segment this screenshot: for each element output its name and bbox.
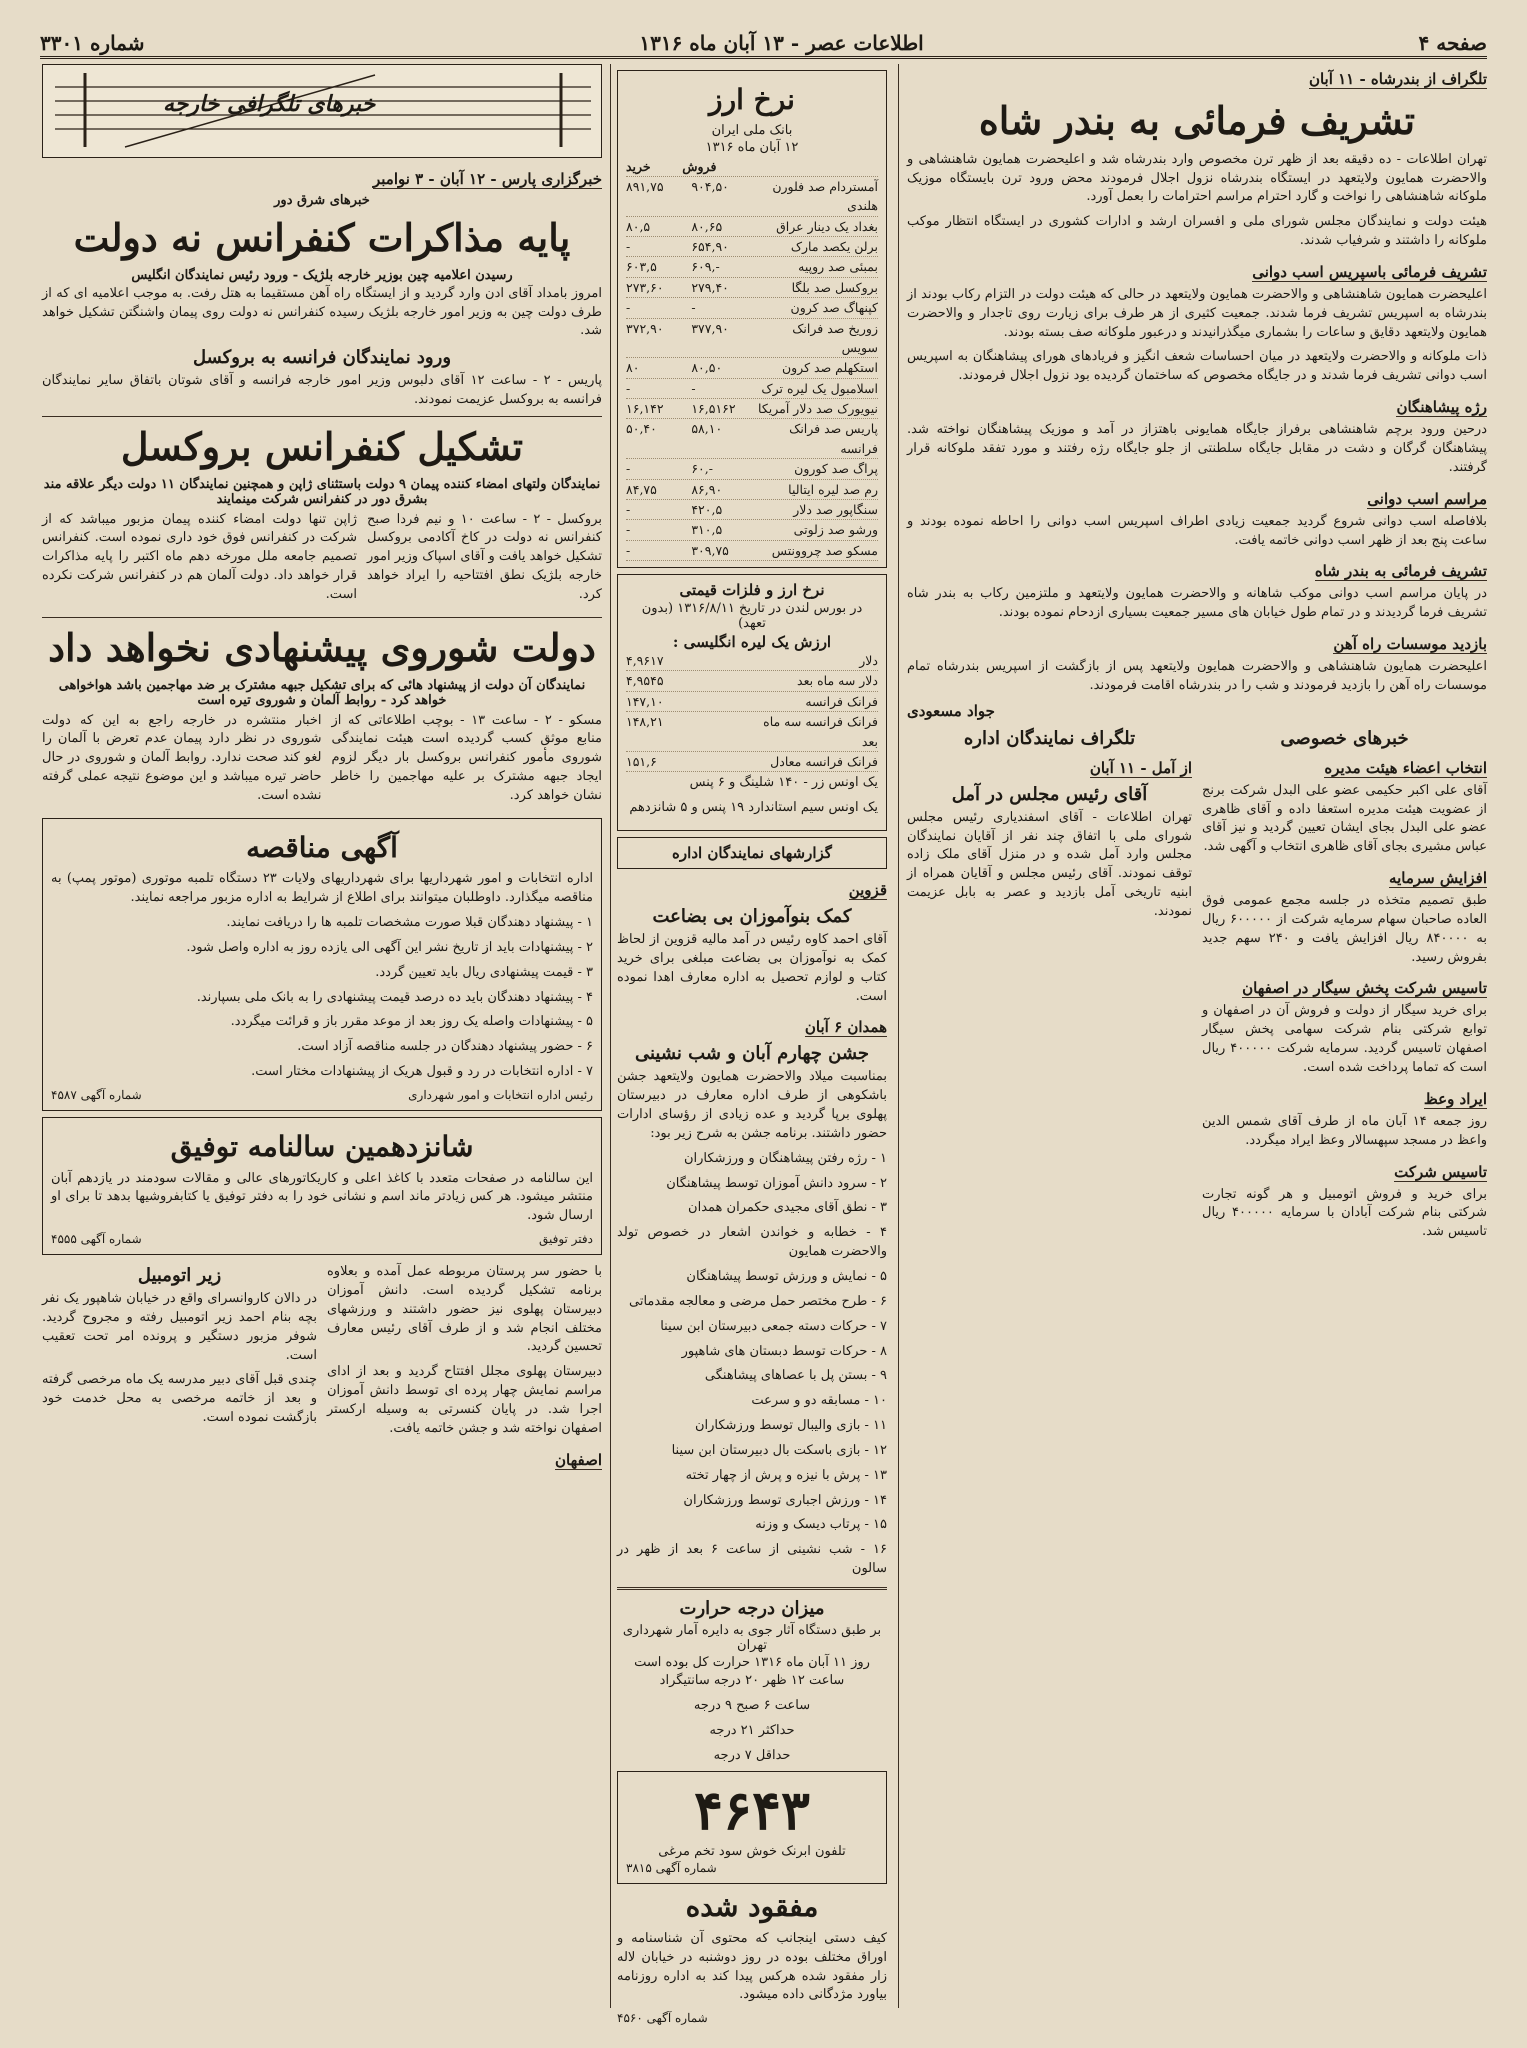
pound-value: ۴,۹۶۱۷ (626, 653, 664, 669)
two-column-text (42, 509, 602, 611)
pound-row (626, 692, 878, 712)
rate-sell: ۲۷۹,۴۰ (691, 279, 729, 295)
rate-buy: - (626, 300, 631, 316)
rate-buy: - (626, 542, 631, 558)
article-text: برای خرید سیگار از دولت و فروش آن در اصفهان و توابع شرکتی بنام شرکت سهامی پخش سیگار اصفهان تاسیس گردید. سرمایه شرکت ۴۰۰۰۰۰ ریال است که تماما پرداخت شده است. (1202, 1003, 1487, 1075)
program-item: ۹ - بستن پل با عصاهای پیشاهنگی (704, 1368, 887, 1384)
sub-heading: آقای رئیس مجلس در آمل (951, 783, 1148, 805)
rate-row (626, 480, 878, 500)
pound-name: دلار سه ماه بعد (797, 673, 878, 689)
program-item: ۴ - خطابه و خواندن اشعار در خصوص تولد والاحضرت همایون (617, 1225, 887, 1260)
pound-name: دلار (859, 653, 878, 669)
dateline: خبرگزاری پارس - ۱۲ آبان - ۳ نوامبر (372, 170, 602, 188)
headline-conference-basis: پایه مذاکرات کنفرانس نه دولت (73, 215, 571, 260)
program-item: ۷ - حرکات دسته جمعی دبیرستان ابن سینا (660, 1318, 887, 1334)
rate-buy: - (626, 501, 631, 517)
rate-buy: - (626, 461, 631, 477)
program-item: ۶ - طرح مختصر حمل مرضی و معالجه مقدماتی (628, 1293, 887, 1309)
rate-row (626, 379, 878, 399)
rate-buy: ۸۹۱,۷۵ (626, 178, 664, 194)
ad-signature: رئیس اداره انتخابات و امور شهرداری (408, 1087, 593, 1102)
section-heading: تشریف فرمائی باسپریس اسب دوانی (1252, 262, 1487, 281)
weather-date: روز ۱۱ آبان ماه ۱۳۱۶ حرارت کل بوده است (634, 1654, 870, 1670)
article-text: چندی قبل آقای دبیر مدرسه یک ماه مرخصی گرفته و بعد از خاتمه مرخصی به محل خدمت خود بازگشت نموده است. (42, 1372, 317, 1426)
lower-two-columns (907, 724, 1487, 1248)
column-rule (898, 64, 899, 2008)
rate-buy: - (626, 380, 631, 396)
rate-name: رم صد لیره ایتالیا (788, 481, 878, 497)
rate-sell: ۹۰۴,۵۰ (691, 178, 729, 194)
kicker: خبرهای شرق دور (274, 193, 370, 208)
section-heading: بازدید موسسات راه آهن (1333, 635, 1487, 654)
program-item: ۱۲ - بازی باسکت بال دبیرستان ابن سینا (671, 1442, 887, 1458)
sub-heading: جشن چهارم آبان و شب نشینی (634, 1043, 870, 1065)
ad-footer (51, 1088, 593, 1102)
reports-box (617, 837, 887, 869)
private-news (1202, 724, 1487, 1248)
divider (617, 1587, 887, 1590)
article-text: طبق تصمیم متخذه در جلسه مجمع عمومی فوق العاده صاحبان سهام سرمایه شرکت از ۶۰۰۰۰۰ ریال به ۸۴۰۰۰۰ ریال افزایش یافت و ۲۴۰ سهم جدید بفروش رسید. (1202, 893, 1487, 965)
article-text: بروکسل - ۲ - ساعت ۱۰ و نیم فردا صبح کنفرانس نه دولت در کاخ آکادمی بروکسل تشکیل خواهد یافت و آقای اسپاک وزیر امور خارجه بلژیک نطق افتتاحیه را ایراد خواهد کرد. (367, 511, 602, 602)
currency-rates-box (617, 70, 887, 568)
rate-buy: ۵۰,۴۰ (626, 421, 657, 437)
article-text: اعلیحضرت همایون شاهنشاهی و والاحضرت همایون ولایتعهد پس از بازگشت از اسپریس بندرشاه تمام موسسات راه آهن را بازدید فرمودند و شب را در بندرشاه اقامت فرمودند. (907, 659, 1487, 693)
pound-title: ارزش یک لیره انگلیسی : (672, 633, 832, 652)
sub-heading: افزایش سرمایه (1389, 869, 1487, 888)
ad-number: شماره آگهی ۴۵۵۵ (51, 1232, 142, 1247)
article-text: اخبار منتشره در خارجه راجع به این که دولت شوروی در نظر دارد پیمان عدم تعرض با آلمان را لغو کند صحت ندارد. روابط آلمان و شوروی در حال حاضر تیره میباشد و این موضوع نتیجه عملی گرفته نشده است. (42, 712, 322, 803)
pound-row (626, 671, 878, 691)
metals-sub: در بورس لندن در تاریخ ۱۳۱۶/۸/۱۱ (بدون تعهد) (641, 601, 863, 632)
dateline: قزوین (848, 881, 887, 900)
gold-text: یک اونس زر - ۱۴۰ شلینگ و ۶ پنس (689, 775, 878, 791)
rate-name: ورشو صد زلوتی (793, 522, 878, 538)
rate-name: کپنهاگ صد کرون (790, 300, 878, 316)
article-text: امروز بامداد آقای ادن وارد گردید و از ایستگاه راه آهن مستقیما به هتل رفت. به موجب اعلامیه ای که از طرف دولت چین به وزیر امور خارجه بلژیک رسیده کنفرانس نه دولت روی پیمان واشنگتن تشکیل خواهد شد. (42, 285, 602, 339)
article-text: مسکو - ۲ - ساعت ۱۳ - بوچب اطلاعاتی که از منابع موثق کسب گردیده است هیئت نمایندگی شوروی مأمور کنفرانس بروکسل بار دیگر لزوم ایجاد جبهه مشترک بر علیه مهاجمین را خاطر نشان خواهد کرد. (331, 712, 602, 803)
rate-sell: ۳۰۹,۷۵ (691, 542, 729, 558)
subheadline: نمایندگان آن دولت از پیشنهاد هائی که برای تشکیل جبهه مشترک بر ضد مهاجمین باشد هواخواهی خواهد کرد - روابط آلمان و شوروی تیره است (58, 677, 586, 708)
phone-ad-box (617, 1771, 887, 1884)
pound-name: فرانک فرانسه (805, 693, 878, 709)
rate-sell: ۸۰,۵۰ (691, 360, 723, 376)
pound-value: ۱۴۷,۱۰ (626, 693, 664, 709)
metals-title: نرخ ارز و فلزات قیمتی (679, 581, 825, 600)
reports-title: گزارشهای نمایندگان اداره (672, 844, 832, 863)
article-text: ژاپن تنها دولت امضاء کننده پیمان مزبور میباشد که از شرکت در کنفرانس فوق خود داری نموده است. کنفرانس تصمیم جامعه ملل مورخه دهم ماه اکتبر را پایه مذاکرات قرار خواهد داد. دولت آلمان هم در کنفرانس شرکت نکرده است. (42, 511, 358, 602)
rate-row (626, 319, 878, 359)
rate-row (626, 298, 878, 318)
article-text: آقای احمد کاوه رئیس در آمد مالیه قزوین از لحاظ کمک به نوآموزان بی بضاعت مبلغی برای خرید کتاب و لوازم تحصیل به اداره معارف اهدا نموده است. (617, 932, 887, 1004)
pound-value: ۱۴۸,۲۱ (626, 714, 664, 730)
sub-heading: ایراد وعظ (1423, 1089, 1487, 1108)
column-middle (617, 64, 887, 2026)
sub-heading: کمک بنوآموزان بی بضاعت (652, 906, 852, 928)
rate-name: نیویورک صد دلار آمریکا (758, 401, 878, 417)
column-rule (610, 64, 611, 2008)
rate-sell: ۶۰۹,- (691, 259, 720, 275)
sell-label: فروش (682, 158, 717, 174)
headline-royal-visit: تشریف فرمائی به بندر شاه (978, 98, 1416, 143)
article-text: تهران اطلاعات - آقای اسفندیاری رئیس مجلس شورای ملی با اتفاق چند نفر از آقایان نمایندگان مجلس وارد آمل شده و در منزل آقای ملک زاده توقف نمودند. آقای رئیس مجلس و آقایان همراه از ابنیه تاریخی آمل بازدید و عصر به بابل عزیمت نمودند. (907, 809, 1192, 919)
temperature-row: حداقل ۷ درجه (713, 1747, 791, 1763)
section-heading: رژه پیشاهنگان (1396, 398, 1487, 417)
rate-name: مسکو صد چروونتس (771, 542, 878, 558)
rates-date: ۱۲ آبان ماه ۱۳۱۶ (705, 139, 799, 155)
article-text: بلافاصله اسب دوانی شروع گردید جمعیت زیادی اطراف اسپریس اسب دوانی را احاطه نموده بودند و ساعت پنج بعد از ظهر اسب دوانی خاتمه یافت. (907, 513, 1487, 548)
article-text: روز جمعه ۱۴ آبان ماه از طرف آقای شمس الدین واعظ در مسجد سپهسالار وعظ ایراد میگردد. (1202, 1113, 1487, 1148)
section-heading: تشریف فرمائی به بندر شاه (1314, 562, 1487, 581)
issue-number: شماره ۳۳۰۱ (40, 31, 145, 55)
article-text: بمناسبت میلاد والاحضرت همایون ولایتعهد جشن باشکوهی از طرف اداره معارف در دبیرستان پهلوی برپا گردید و عده زیادی از رؤسای ادارات حضور داشتند. برنامه جشن به شرح زیر بود: (617, 1069, 887, 1141)
article-text: تهران اطلاعات - ده دقیقه بعد از ظهر ترن مخصوص وارد بندرشاه شد و اعلیحضرت همایون شاهنشاهی و والاحضرت همایون ولایتعهد در ایستگاه بندرشاه نزول اجلال فرمودند محض ورود ترن بایستگاه موزیک ملوکانه شاهنشاهی را نواخت و گارد احترام مراسم احترامات را بعمل آورد. (907, 151, 1487, 205)
rate-sell: ۳۱۰,۵ (691, 522, 723, 538)
foreign-news-banner (42, 64, 602, 158)
temperature-row: ساعت ۶ صبح ۹ درجه (693, 1697, 811, 1713)
divider (42, 617, 602, 618)
article-text: برای خرید و فروش اتومبیل و هر گونه تجارت شرکتی بنام شرکت آبادان با سرمایه ۴۰۰۰۰۰ ریال تاسیس شد. (1202, 1186, 1487, 1240)
article-text: در پایان مراسم اسب دوانی موکب شاهانه و والاحضرت همایون ولایتعهد و ملتزمین رکاب به بندر شاه تشریف فرما گردیدند و در تمام طول خیابان های مسیر جمعیت بسیاری ازدحام نموده بودند. (907, 586, 1487, 621)
rate-row (626, 278, 878, 298)
conditions-list (51, 914, 593, 1082)
program-item: ۱۰ - مسابقه دو و سرعت (751, 1393, 887, 1409)
article-text: در دالان کاروانسرای واقع در خیابان شاهپور یک نفر بچه بنام احمد زیر اتومبیل رفته و مجروح گردید. شوفر مزبور دستگیر و پرونده امر تحت تعقیب است. (42, 1291, 317, 1363)
article-text: دبیرستان پهلوی مجلل افتتاح گردید و بعد از ادای مراسم نمایش چهار پرده ای توسط دانش آموزان اجرا شد. در پایان کنسرتی به وسیله ارکستر اصفهان نواخته شد و جشن خاتمه یافت. (327, 1364, 602, 1436)
rate-row (626, 500, 878, 520)
rate-name: آمستردام صد فلورن هلندی (772, 178, 878, 214)
silver-text: یک اونس سیم استاندارد ۱۹ پنس و ۵ شانزدهم (629, 800, 878, 816)
rate-name: برلن یکصد مارک (790, 239, 878, 255)
temperature-row: ساعت ۱۲ ظهر ۲۰ درجه سانتیگراد (659, 1672, 845, 1688)
ad-number: شماره آگهی ۴۵۸۷ (51, 1087, 142, 1102)
program-item: ۳ - نطق آقای مجیدی حکمران همدان (688, 1200, 887, 1216)
rate-buy: ۸۴,۷۵ (626, 481, 657, 497)
sub-heading: میزان درجه حرارت (679, 1597, 825, 1619)
condition-item: ۴ - پیشنهاد دهندگان باید ده درصد قیمت پیشنهادی را به بانک ملی بسپارند. (196, 989, 593, 1005)
rate-row (626, 257, 878, 277)
column-left (42, 64, 602, 2008)
signature: جواد مسعودی (907, 701, 995, 720)
rate-sell: ۳۷۷,۹۰ (691, 320, 729, 336)
article-text: اعلیحضرت همایون شاهنشاهی و والاحضرت همایون ولایتعهد در حالی که هیئت دولت در التزام رکاب بودند از بندرشاه به اسپریس تشریف فرما شدند. جمعیت کثیری از هر طرف برای زیارت روی تاجدار و والاحضرت همایون ولایتعهد دقایق و ساعات را بشماری میگذرانیدند و درعبور ملوکانه صف بسته بودند. (907, 286, 1487, 340)
condition-item: ۶ - حضور پیشنهاد دهندگان در جلسه مناقصه آزاد است. (297, 1039, 593, 1055)
program-item: ۲ - سرود دانش آموزان توسط پیشاهنگان (666, 1175, 887, 1191)
rate-name: اسلامبول یک لیره ترک (761, 380, 878, 396)
article-text: پاریس - ۲ - ساعت ۱۲ آقای دلبوس وزیر امور خارجه فرانسه و آقای شوتان باتفاق سایر نمایندگان فرانسه به بروکسل عزیمت نمودند. (42, 373, 602, 408)
pound-value: ۱۵۱,۶ (626, 753, 657, 769)
subheadline: نمایندگان ولتهای امضاء کننده پیمان ۹ دولت باستثنای ژاپن و همچنین نمایندگان ۱۱ دولت دیگر علاقه مند بشرق دور در کنفرانس شرکت مینمایند (43, 476, 601, 507)
bank-name: بانک ملی ایران (711, 122, 793, 138)
article-text: هیئت دولت و نمایندگان مجلس شورای ملی و افسران ارشد و ادارات کشوری در ایستگاه انتظار موکب ملوکانه را داشتند و شرفیاب شدند. (907, 214, 1487, 249)
article-text: اداره انتخابات و امور شهرداریها برای شهرداریهای ولایات ۲۳ دستگاه تلمبه موتوری (موتور پمپ) به مناقصه میگذارد. داوطلبان میتوانند برای اطلاع از شرایط به اداره مزبور مراجعه نمایند. (51, 871, 593, 906)
rate-row (626, 520, 878, 540)
article-text: درحین ورود برچم شاهنشاهی برفراز جایگاه همایونی باهتزاز در آمد و موزیک پیشاهنگان نواخته شد. پیشاهنگان گرگان و دشت در مقابل جایگاه سلطنتی از جلو جایگاه رژه رفتند و مورد تفقد ملوکانه قرار گرفتند. (907, 422, 1487, 475)
rates-list (626, 177, 878, 561)
program-item: ۱۴ - ورزش اجباری توسط ورزشکاران (683, 1492, 887, 1508)
rate-row (626, 358, 878, 378)
program-item: ۱۱ - بازی والیبال توسط ورزشکاران (694, 1418, 887, 1434)
rate-sell: - (691, 300, 696, 316)
pound-name: فرانک فرانسه سه ماه بعد (763, 714, 878, 749)
article-text: آقای علی اکبر حکیمی عضو علی البدل شرکت برنج از عضویت هیئت مدیره استعفا داده و آقای ظاهری عضو علی البدل بجای ایشان تعیین گردید و نیز آقای عباس مشیری بجای آقای ظاهری انتخاب و آگهی شد. (1202, 782, 1487, 855)
two-column-text (42, 1261, 602, 1472)
rate-sell: ۶۰,- (691, 461, 713, 477)
rate-row (626, 459, 878, 479)
rates-title: نرخ ارز (709, 83, 795, 116)
program-item: ۸ - حرکات توسط دبستان های شاهپور (681, 1343, 887, 1359)
headline-soviet: دولت شوروی پیشنهادی نخواهد داد (48, 624, 596, 670)
dateline: تلگراف از بندرشاه - ۱۱ آبان (1308, 70, 1487, 88)
rate-buy: ۶۰۳,۵ (626, 259, 657, 275)
rate-buy: - (626, 522, 631, 538)
buy-label: خرید (626, 158, 651, 174)
program-item: ۱۵ - پرتاب دیسک و وزنه (755, 1517, 887, 1533)
program-item: ۱۶ - شب نشینی از ساعت ۶ بعد از ظهر در سالون (617, 1542, 887, 1577)
article-text: ذات ملوکانه و والاحضرت ولایتعهد در میان احساسات شعف انگیز و فریادهای هورای پیشاهنگان به اسپریس اسب دوانی تشریف فرما شدند و در جایگاه مخصوص که ساختمان گردیده بود نزول اجلال فرمودند. (907, 349, 1487, 384)
article-text: کیف دستی اینجانب که محتوی آن شناسنامه و اوراق مختلف بوده در روز دوشنبه در خیابان لاله زار مفقود شده هرکس پیدا کند به اداره روزنامه بیاورد مژدگانی داده میشود. (617, 1930, 887, 2003)
rate-sell: ۶۵۴,۹۰ (691, 239, 729, 255)
pound-name: فرانک فرانسه معادل (770, 753, 878, 769)
lost-heading: مفقود شده (685, 1890, 819, 1924)
rate-buy: ۸۰,۵ (626, 218, 651, 234)
rate-row (626, 217, 878, 237)
rate-name: استکهلم صد کرون (781, 360, 878, 376)
almanac-heading: شانزدهمین سالنامه توفیق (170, 1129, 474, 1163)
banner-label: خبرهای تلگرافی خارجه (163, 91, 376, 117)
rate-name: بمبئی صد روپیه (798, 259, 878, 275)
rate-name: پراگ صد کورون (794, 461, 878, 477)
condition-item: ۵ - پیشنهادات واصله یک روز بعد از موعد مقرر باز و قرائت میگردد. (230, 1014, 593, 1030)
temp-list (617, 1672, 887, 1765)
page-label: صفحه ۴ (1418, 31, 1487, 55)
sub-heading: تاسیس شرکت (1394, 1162, 1487, 1181)
condition-item: ۳ - قیمت پیشنهادی ریال باید تعیین گردد. (375, 964, 593, 980)
text-block (327, 1261, 602, 1472)
weather-source: بر طبق دستگاه آثار جوی به دایره آمار شهرداری تهران (622, 1622, 882, 1653)
rate-buy: ۸۰ (626, 360, 640, 376)
pound-value: ۴,۹۵۴۵ (626, 673, 664, 689)
subheadline: رسیدن اعلامیه چین بوزیر خارجه بلژیک - ورود رئیس نمایندگان انگلیس (131, 267, 513, 283)
pound-row (626, 651, 878, 671)
program-item: ۱۳ - پرش با نیزه و پرش از چهار تخته (685, 1467, 887, 1483)
rate-name: پاریس صد فرانک فرانسه (789, 421, 878, 456)
rate-buy: - (626, 239, 631, 255)
rate-name: بغداد یک دینار عراق (776, 218, 878, 234)
sub-heading: ورود نمایندگان فرانسه به بروکسل (192, 347, 452, 369)
dateline: همدان ۶ آبان (804, 1018, 887, 1037)
program-item: ۱ - رژه رفتن پیشاهنگان و ورزشکاران (684, 1150, 887, 1166)
phone-number: ۴۶۴۳ (693, 1778, 810, 1843)
text-block (42, 1261, 317, 1472)
sub-heading: تاسیس شرکت پخش سیگار در اصفهان (1242, 979, 1487, 998)
rate-name: سنگاپور صد دلار (793, 501, 878, 517)
headline-brussels-conference: تشکیل کنفرانس بروکسل (120, 423, 524, 469)
phone-text: تلفون ابرنک خوش سود تخم مرغی (658, 1844, 846, 1860)
column-right (907, 64, 1487, 2008)
divider (42, 416, 602, 417)
ad-number: شماره آگهی ۳۸۱۵ (626, 1861, 717, 1876)
pound-list (626, 651, 878, 772)
almanac-ad-box (42, 1117, 602, 1255)
rate-row (626, 399, 878, 419)
section-heading: تلگراف نمایندگان اداره (963, 727, 1136, 749)
rate-name: زوریخ صد فرانک سویس (792, 320, 878, 355)
rate-row (626, 177, 878, 217)
rate-sell: - (691, 380, 696, 396)
condition-item: ۱ - پیشنهاد دهندگان قبلا صورت مشخصات تلمبه ها را دریافت نمایند. (226, 915, 593, 930)
sub-heading: زیر اتومبیل (137, 1265, 222, 1287)
dateline: اصفهان (555, 1450, 602, 1469)
pound-row (626, 712, 878, 752)
rate-buy: ۳۷۲,۹۰ (626, 320, 664, 336)
ad-signature: دفتر توفیق (538, 1232, 593, 1247)
rate-buy: ۱۶,۱۴۲ (626, 401, 664, 417)
london-exchange-box (617, 574, 887, 831)
rate-buy: ۲۷۳,۶۰ (626, 279, 664, 295)
rate-row (626, 237, 878, 257)
pound-row (626, 752, 878, 772)
rate-sell: ۵۸,۱۰ (691, 421, 723, 437)
ad-footer (51, 1232, 593, 1246)
tender-heading: آگهی مناقصه (246, 830, 398, 864)
dateline: از آمل - ۱۱ آبان (1089, 758, 1192, 777)
tender-ad-box (42, 818, 602, 1111)
condition-item: ۷ - اداره انتخابات در رد و قبول هریک از پیشنهادات مختار است. (251, 1064, 593, 1080)
article-text: این سالنامه در صفحات متعدد با کاغذ اعلی و کاریکاتورهای عالی و مقالات سودمند در یازدهم آبان منتشر میشود. هر کس زیادتر ماند اسم و نشانی خود را به دفتر توفیق یا کتابفروشیها بدهد تا برای او ارسال شود. (51, 1170, 593, 1224)
condition-item: ۲ - پیشنهادات باید از تاریخ نشر این آگهی الی یازده روز به اداره واصل شود. (186, 939, 593, 955)
rate-sell: ۱۶,۵۱۶۲ (691, 401, 736, 417)
masthead (40, 30, 1487, 59)
temperature-row: حداکثر ۲۱ درجه (709, 1722, 795, 1738)
article-text: با حضور سر پرستان مربوطه عمل آمده و بعلاوه برنامه تشکیل گردیده است. دانش آموزان دبیرستان پهلوی نیز حضور داشتند و ورزشهای مختلف انجام شد و از طرف آقای رئیس معارف تحسین گردید. (327, 1264, 602, 1355)
rate-sell: ۸۰,۶۵ (691, 218, 723, 234)
section-heading: مراسم اسب دوانی (1367, 489, 1487, 508)
rate-row (626, 419, 878, 459)
paper-name: اطلاعات عصر - ۱۳ آبان ماه ۱۳۱۶ (639, 31, 924, 55)
rate-name: بروکسل صد بلگا (791, 279, 878, 295)
rate-sell: ۴۲۰,۵ (691, 501, 723, 517)
ad-number: شماره آگهی ۴۵۶۰ (617, 2011, 708, 2026)
program-item: ۵ - نمایش و ورزش توسط پیشاهنگان (686, 1269, 887, 1284)
two-column-text (42, 710, 602, 812)
rate-sell: ۸۶,۹۰ (691, 481, 723, 497)
program-list (617, 1150, 887, 1579)
rate-row (626, 541, 878, 561)
section-heading: خبرهای خصوصی (1280, 727, 1409, 749)
agency-reports (907, 724, 1192, 1248)
sub-heading: انتخاب اعضاء هیئت مدیره (1324, 758, 1487, 777)
rates-header (626, 157, 878, 177)
